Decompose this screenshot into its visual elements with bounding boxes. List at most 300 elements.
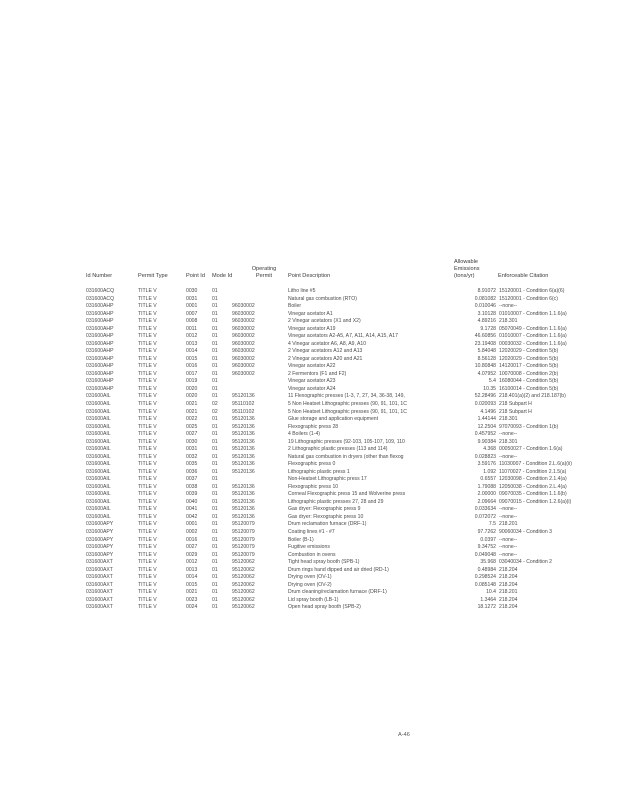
table-row <box>86 370 559 379</box>
cell-enforceable-citation: 16100014 - Condition 5(b) <box>499 385 559 392</box>
cell-permit-type: TITLE V <box>138 581 157 588</box>
cell-permit-type: TITLE V <box>138 536 157 543</box>
cell-operating-permit: 95120062 <box>232 559 255 566</box>
cell-id-number: 031600AHP <box>86 333 114 340</box>
cell-point-id: 0022 <box>186 416 198 423</box>
cell-permit-type: TITLE V <box>138 438 157 445</box>
cell-enforceable-citation: 16080044 - Condition 5(b) <box>499 378 559 385</box>
cell-id-number: 031600AIL <box>86 416 111 423</box>
cell-mode-id: 01 <box>212 348 218 355</box>
cell-point-id: 0007 <box>186 310 198 317</box>
table-body <box>86 288 572 612</box>
cell-mode-id: 01 <box>212 551 218 558</box>
cell-allowable-emissions: 1.092 <box>483 468 496 475</box>
cell-operating-permit: 95120136 <box>232 513 255 520</box>
cell-point-id: 0024 <box>186 604 198 611</box>
cell-enforceable-citation: --none-- <box>499 536 518 543</box>
table-row <box>86 401 556 409</box>
cell-allowable-emissions: 0.48984 <box>477 566 496 573</box>
table-row <box>86 393 566 401</box>
cell-permit-type: TITLE V <box>138 446 157 453</box>
table-row <box>86 409 556 417</box>
table-row <box>86 461 572 469</box>
cell-operating-permit: 95120136 <box>232 423 255 430</box>
cell-point-id: 0030 <box>186 288 198 294</box>
cell-id-number: 031600AXT <box>86 566 113 573</box>
cell-point-id: 0031 <box>186 295 198 302</box>
cell-point-description: Gas dryer: Flexographic press 10 <box>288 513 364 520</box>
cell-permit-type: TITLE V <box>138 544 157 551</box>
cell-id-number: 031600AHP <box>86 310 114 317</box>
cell-point-id: 0016 <box>186 363 198 370</box>
cell-point-description: Combustion in ovens <box>288 551 336 558</box>
cell-id-number: 031600ACQ <box>86 295 115 302</box>
table-row <box>86 567 556 575</box>
table-row <box>86 318 556 326</box>
cell-enforceable-citation: --none-- <box>499 506 518 513</box>
cell-id-number: 031600APY <box>86 544 114 551</box>
table-row <box>86 529 556 537</box>
cell-point-description: Litho line #5 <box>288 288 316 294</box>
cell-allowable-emissions: 18.1272 <box>477 604 496 611</box>
table-row <box>86 468 567 477</box>
cell-permit-type: TITLE V <box>138 461 157 468</box>
cell-operating-permit: 95120136 <box>232 431 255 438</box>
cell-enforceable-citation: 218.401(a)(2) and 218.187(b) <box>499 393 566 400</box>
cell-mode-id: 01 <box>212 498 218 505</box>
cell-point-description: 2 Vinegar acetators (X1 and X2) <box>288 318 361 325</box>
cell-mode-id: 01 <box>212 536 218 543</box>
table-row <box>86 476 567 484</box>
cell-enforceable-citation: 97070093 - Condition 1(b) <box>499 423 559 430</box>
table-row <box>86 491 567 499</box>
cell-operating-permit: 96030002 <box>232 355 255 362</box>
cell-allowable-emissions: 35.968 <box>480 559 496 566</box>
emissions-table <box>86 246 572 612</box>
cell-point-description: Boiler (B-1) <box>288 536 314 543</box>
cell-operating-permit: 95120136 <box>232 498 255 505</box>
table-row <box>86 506 556 514</box>
cell-id-number: 031600AIL <box>86 431 111 438</box>
cell-permit-type: TITLE V <box>138 325 157 332</box>
cell-permit-type: TITLE V <box>138 318 157 325</box>
cell-point-id: 0031 <box>186 446 198 453</box>
cell-id-number: 031600AHP <box>86 348 114 355</box>
cell-point-id: 0040 <box>186 498 198 505</box>
cell-id-number: 031600AHP <box>86 378 114 385</box>
cell-operating-permit: 96030002 <box>232 340 255 347</box>
cell-point-description: Gas dryer: Flexographic press 9 <box>288 506 361 513</box>
cell-mode-id: 01 <box>212 318 218 325</box>
cell-permit-type: TITLE V <box>138 559 157 566</box>
header-allowable-emissions: Allowable Emissions (tons/yr) <box>454 259 480 279</box>
cell-id-number: 031600AXT <box>86 581 113 588</box>
cell-operating-permit: 95120136 <box>232 461 255 468</box>
cell-permit-type: TITLE V <box>138 303 157 310</box>
cell-allowable-emissions: 4.368 <box>483 446 496 453</box>
table-row <box>86 446 563 454</box>
cell-point-description: Lithographic plastic presses 27, 28 and 29 <box>288 498 384 505</box>
cell-operating-permit: 95120062 <box>232 566 255 573</box>
cell-id-number: 031600AHP <box>86 370 114 377</box>
cell-point-description: Vinegar acetator A19 <box>288 325 336 332</box>
cell-mode-id: 01 <box>212 310 218 317</box>
cell-allowable-emissions: 0.020093 <box>474 400 496 407</box>
cell-permit-type: TITLE V <box>138 348 157 355</box>
cell-mode-id: 01 <box>212 431 218 438</box>
table-row <box>86 296 556 304</box>
cell-id-number: 031600AIL <box>86 393 111 400</box>
table-row <box>86 597 556 605</box>
cell-allowable-emissions: 10.80848 <box>474 363 496 370</box>
header-point-id: Point Id <box>186 273 205 279</box>
cell-id-number: 031600AIL <box>86 513 111 520</box>
cell-permit-type: TITLE V <box>138 295 157 302</box>
cell-point-description: 2 Fermentors (F1 and F2) <box>288 370 347 377</box>
cell-mode-id: 01 <box>212 529 218 535</box>
cell-id-number: 031600APY <box>86 521 114 528</box>
cell-mode-id: 01 <box>212 544 218 551</box>
table-row <box>86 423 559 432</box>
cell-mode-id: 01 <box>212 370 218 377</box>
cell-mode-id: 01 <box>212 385 218 392</box>
cell-mode-id: 01 <box>212 491 218 498</box>
cell-id-number: 031600AHP <box>86 340 114 347</box>
cell-id-number: 031600AIL <box>86 453 111 460</box>
cell-enforceable-citation: 90060034 - Condition 3 <box>499 529 552 535</box>
cell-allowable-emissions: 5.4 <box>488 378 496 385</box>
cell-point-description: Vinegar acetators A2-A5, A7, A11, A14, A15, A17 <box>288 333 398 340</box>
cell-enforceable-citation: 218.204 <box>499 574 518 581</box>
cell-point-id: 0001 <box>186 521 198 528</box>
cell-permit-type: TITLE V <box>138 589 157 596</box>
cell-point-description: 5 Non Heatset Lithographic presses (90, 91, 101, 1C <box>288 408 407 415</box>
cell-point-description: Vinegar acetator A24 <box>288 385 336 392</box>
page-number: A-46 <box>398 732 410 738</box>
cell-point-id: 0030 <box>186 438 198 445</box>
cell-point-description: Boiler <box>288 303 302 310</box>
cell-id-number: 031600AIL <box>86 400 111 407</box>
cell-enforceable-citation: 12030098 - Condition 2.1.4(a) <box>499 476 567 483</box>
cell-id-number: 031600AXT <box>86 596 113 603</box>
cell-permit-type: TITLE V <box>138 476 157 483</box>
cell-id-number: 031600AIL <box>86 491 111 498</box>
cell-enforceable-citation: 218.204 <box>499 581 518 588</box>
cell-operating-permit: 96030002 <box>232 333 255 340</box>
cell-permit-type: TITLE V <box>138 340 157 347</box>
cell-permit-type: TITLE V <box>138 453 157 460</box>
cell-id-number: 031600ACQ <box>86 288 115 294</box>
header-point-description: Point Description <box>288 273 331 279</box>
cell-id-number: 031600AIL <box>86 461 111 468</box>
cell-operating-permit: 95120136 <box>232 483 255 490</box>
cell-point-description: Flexographic press 0 <box>288 461 336 468</box>
cell-enforceable-citation: --none-- <box>499 544 518 551</box>
cell-enforceable-citation: --none-- <box>499 453 518 460</box>
cell-enforceable-citation: 218 Subpart H <box>499 408 532 415</box>
cell-operating-permit: 95120136 <box>232 393 255 400</box>
cell-point-description: Drum cleaning/reclamation furnace (DRF-1) <box>288 589 387 596</box>
cell-id-number: 031600APY <box>86 551 114 558</box>
cell-operating-permit: 95120136 <box>232 446 255 453</box>
cell-mode-id: 01 <box>212 513 218 520</box>
cell-mode-id: 01 <box>212 589 218 596</box>
cell-allowable-emissions: 0.457952 <box>474 431 496 438</box>
cell-permit-type: TITLE V <box>138 385 157 392</box>
cell-permit-type: TITLE V <box>138 483 157 490</box>
cell-allowable-emissions: 2.00000 <box>477 491 496 498</box>
cell-point-id: 0012 <box>186 559 198 566</box>
cell-allowable-emissions: 9.90384 <box>477 438 496 445</box>
cell-id-number: 031600AXT <box>86 604 113 611</box>
cell-enforceable-citation: 05070049 - Condition 1.1.6(a) <box>499 325 567 332</box>
table-row <box>86 589 556 597</box>
cell-point-description: Glue storage and application equipment <box>288 416 379 423</box>
cell-point-id: 0041 <box>186 506 198 513</box>
cell-permit-type: TITLE V <box>138 513 157 520</box>
cell-id-number: 031600AIL <box>86 468 111 475</box>
cell-permit-type: TITLE V <box>138 400 157 407</box>
cell-mode-id: 01 <box>212 288 218 294</box>
cell-point-description: Drum reclamation furnace (DRF-1) <box>288 521 367 528</box>
cell-enforceable-citation: 11030007 - Condition 2.L.6(a)(ii) <box>499 461 572 468</box>
cell-permit-type: TITLE V <box>138 566 157 573</box>
cell-permit-type: TITLE V <box>138 491 157 498</box>
cell-operating-permit: 95120079 <box>232 529 255 535</box>
cell-enforceable-citation: --none-- <box>499 513 518 520</box>
table-row <box>86 325 567 334</box>
cell-allowable-emissions: 10.4 <box>486 589 496 596</box>
cell-mode-id: 01 <box>212 363 218 370</box>
cell-point-id: 0013 <box>186 566 198 573</box>
cell-operating-permit: 96030002 <box>232 370 255 377</box>
cell-point-description: 19 Lithographic presses (92-103, 105-107, 109, 110 <box>288 438 405 445</box>
cell-mode-id: 01 <box>212 574 218 581</box>
cell-allowable-emissions: 8.56128 <box>477 355 496 362</box>
cell-operating-permit: 95120062 <box>232 589 255 596</box>
cell-point-description: 4 Boilers (1-4) <box>288 431 320 438</box>
table-row <box>86 348 559 356</box>
cell-operating-permit: 95120079 <box>232 521 255 528</box>
cell-operating-permit: 95120136 <box>232 491 255 498</box>
cell-enforceable-citation: 218.301 <box>499 438 518 445</box>
cell-operating-permit: 95120136 <box>232 468 255 475</box>
cell-allowable-emissions: 5.84048 <box>477 348 496 355</box>
cell-enforceable-citation: 218.201 <box>499 589 518 596</box>
cell-mode-id: 01 <box>212 461 218 468</box>
cell-permit-type: TITLE V <box>138 498 157 505</box>
cell-operating-permit: 95120136 <box>232 438 255 445</box>
cell-point-id: 0021 <box>186 400 198 407</box>
cell-point-description: Drying oven (OV-1) <box>288 574 332 581</box>
cell-allowable-emissions: 0.081082 <box>474 295 496 302</box>
cell-enforceable-citation: 218.204 <box>499 596 518 603</box>
cell-permit-type: TITLE V <box>138 468 157 475</box>
cell-allowable-emissions: 0.010046 <box>474 303 496 310</box>
cell-point-id: 0008 <box>186 318 198 325</box>
cell-operating-permit: 95120062 <box>232 574 255 581</box>
cell-allowable-emissions: 4.1496 <box>480 408 496 415</box>
cell-operating-permit: 95120136 <box>232 416 255 423</box>
cell-allowable-emissions: 0.072072 <box>474 513 496 520</box>
cell-point-id: 0014 <box>186 348 198 355</box>
cell-point-id: 0039 <box>186 491 198 498</box>
table-row <box>86 363 559 371</box>
cell-point-id: 0025 <box>186 423 198 430</box>
cell-mode-id: 02 <box>212 408 218 415</box>
table-row <box>86 355 559 364</box>
cell-mode-id: 01 <box>212 566 218 573</box>
header-permit-type: Permit Type <box>138 273 168 279</box>
cell-id-number: 031600AXT <box>86 589 113 596</box>
cell-permit-type: TITLE V <box>138 370 157 377</box>
cell-permit-type: TITLE V <box>138 551 157 558</box>
cell-point-id: 0038 <box>186 483 198 490</box>
cell-enforceable-citation: 15120001 - Condition 6(a)(6) <box>499 288 565 294</box>
cell-allowable-emissions: 0.033634 <box>474 506 496 513</box>
cell-mode-id: 01 <box>212 340 218 347</box>
cell-point-description: 2 Vinegar acetators A20 and A21 <box>288 355 363 362</box>
cell-allowable-emissions: 0.6557 <box>480 476 496 483</box>
cell-enforceable-citation: 14120017 - Condition 5(b) <box>499 363 559 370</box>
cell-allowable-emissions: 2.09664 <box>477 498 496 505</box>
cell-allowable-emissions: 4.07952 <box>477 370 496 377</box>
cell-allowable-emissions: 9.1728 <box>480 325 496 332</box>
cell-id-number: 031600AIL <box>86 476 111 483</box>
header-operating-permit: Operating Permit <box>251 266 277 279</box>
cell-id-number: 031600APY <box>86 536 114 543</box>
cell-point-id: 0014 <box>186 574 198 581</box>
cell-mode-id: 02 <box>212 400 218 407</box>
cell-point-id: 0023 <box>186 596 198 603</box>
cell-operating-permit: 95120062 <box>232 596 255 603</box>
cell-point-id: 0002 <box>186 529 198 535</box>
header-id-number: Id Number <box>86 273 113 279</box>
table-row <box>86 333 567 341</box>
cell-operating-permit: 96030002 <box>232 318 255 325</box>
cell-mode-id: 01 <box>212 423 218 430</box>
cell-mode-id: 01 <box>212 333 218 340</box>
table-row <box>86 582 556 590</box>
cell-point-description: 2 Vinegar acetators A12 and A13 <box>288 348 363 355</box>
cell-allowable-emissions: 0.298524 <box>474 574 496 581</box>
cell-enforceable-citation: 218.301 <box>499 416 518 423</box>
table-row <box>86 537 556 545</box>
cell-operating-permit: 96030002 <box>232 363 255 370</box>
cell-mode-id: 01 <box>212 476 218 483</box>
cell-mode-id: 01 <box>212 468 218 475</box>
cell-point-description: Flexographic press 10 <box>288 483 339 490</box>
table-row <box>86 559 556 567</box>
cell-enforceable-citation: 218.204 <box>499 604 518 611</box>
cell-enforceable-citation: 00030032 - Condition 1.1.6(a) <box>499 340 567 347</box>
table-row <box>86 454 556 462</box>
cell-point-id: 0027 <box>186 544 198 551</box>
cell-enforceable-citation: 218 Subpart H <box>499 400 532 407</box>
cell-id-number: 031600AHP <box>86 355 114 362</box>
cell-enforceable-citation: 03040034 - Condition 2 <box>499 559 552 566</box>
cell-mode-id: 01 <box>212 355 218 362</box>
cell-mode-id: 01 <box>212 378 218 385</box>
cell-operating-permit: 95120062 <box>232 604 255 611</box>
cell-point-id: 0036 <box>186 468 198 475</box>
cell-point-description: 11 Flexographic presses (1-3, 7, 27, 34, 36-38, 149, <box>288 393 405 400</box>
header-enforceable-citation: Enforceable Citation <box>498 273 549 279</box>
table-header <box>86 246 556 280</box>
cell-id-number: 031600AIL <box>86 423 111 430</box>
cell-allowable-emissions: 0.028823 <box>474 453 496 460</box>
cell-point-description: Drum rings hand dipped and air dried (RD-1) <box>288 566 389 573</box>
table-row <box>86 340 567 349</box>
cell-allowable-emissions: 4.89216 <box>477 318 496 325</box>
cell-point-id: 0017 <box>186 370 198 377</box>
cell-allowable-emissions: 1.79088 <box>477 483 496 490</box>
cell-point-id: 0035 <box>186 461 198 468</box>
cell-mode-id: 01 <box>212 303 218 310</box>
cell-operating-permit: 95120136 <box>232 506 255 513</box>
table-row <box>86 574 556 582</box>
table-row <box>86 431 556 439</box>
cell-enforceable-citation: 11070027 - Condition 2.1.5(a) <box>499 468 567 475</box>
cell-point-id: 0015 <box>186 355 198 362</box>
cell-point-description: Vinegar acetator A23 <box>288 378 336 385</box>
cell-enforceable-citation: 09070035 - Condition 1.1.6(b) <box>499 491 567 498</box>
cell-enforceable-citation: 09070015 - Condition 1.2.6(a)(i) <box>499 498 572 505</box>
cell-id-number: 031600AIL <box>86 483 111 490</box>
cell-point-description: Lid spray booth (LB-1) <box>288 596 339 603</box>
cell-allowable-emissions: 1.44144 <box>477 416 496 423</box>
cell-enforceable-citation: 12050038 - Condition 2.L.4(a) <box>499 483 567 490</box>
cell-permit-type: TITLE V <box>138 393 157 400</box>
cell-permit-type: TITLE V <box>138 408 157 415</box>
cell-mode-id: 01 <box>212 521 218 528</box>
cell-enforceable-citation: 218.301 <box>499 318 518 325</box>
table-row <box>86 303 556 311</box>
cell-operating-permit: 96030002 <box>232 310 255 317</box>
table-row <box>86 416 556 424</box>
cell-point-description: Lithographic plastic press 1 <box>288 468 350 475</box>
header-mode-id: Mode Id <box>212 273 233 279</box>
cell-permit-type: TITLE V <box>138 521 157 528</box>
cell-id-number: 031600AIL <box>86 446 111 453</box>
cell-allowable-emissions: 97.7262 <box>477 529 496 535</box>
table-row <box>86 310 567 319</box>
table-row <box>86 498 572 507</box>
cell-permit-type: TITLE V <box>138 378 157 385</box>
cell-point-description: Coating lines #1 - #7 <box>288 529 335 535</box>
cell-enforceable-citation: 01010007 - Condition 1.1.6(a) <box>499 333 567 340</box>
cell-mode-id: 01 <box>212 325 218 332</box>
table-row <box>86 385 559 394</box>
cell-mode-id: 01 <box>212 596 218 603</box>
cell-operating-permit: 96030002 <box>232 303 255 310</box>
cell-point-description: Open head spray booth (SPB-2) <box>288 604 361 611</box>
cell-permit-type: TITLE V <box>138 333 157 340</box>
cell-allowable-emissions: 0.085148 <box>474 581 496 588</box>
cell-point-description: Non-Heatset Lithographic press 17 <box>288 476 367 483</box>
cell-point-id: 0015 <box>186 581 198 588</box>
cell-mode-id: 01 <box>212 506 218 513</box>
cell-enforceable-citation: 12020029 - Condition 5(b) <box>499 348 559 355</box>
cell-permit-type: TITLE V <box>138 416 157 423</box>
cell-point-id: 0013 <box>186 340 198 347</box>
cell-mode-id: 01 <box>212 393 218 400</box>
cell-point-id: 0029 <box>186 551 198 558</box>
cell-point-id: 0001 <box>186 303 198 310</box>
cell-point-id: 0021 <box>186 408 198 415</box>
cell-point-description: Fugitive emissions <box>288 544 330 551</box>
cell-point-description: Flexographic press 28 <box>288 423 339 430</box>
